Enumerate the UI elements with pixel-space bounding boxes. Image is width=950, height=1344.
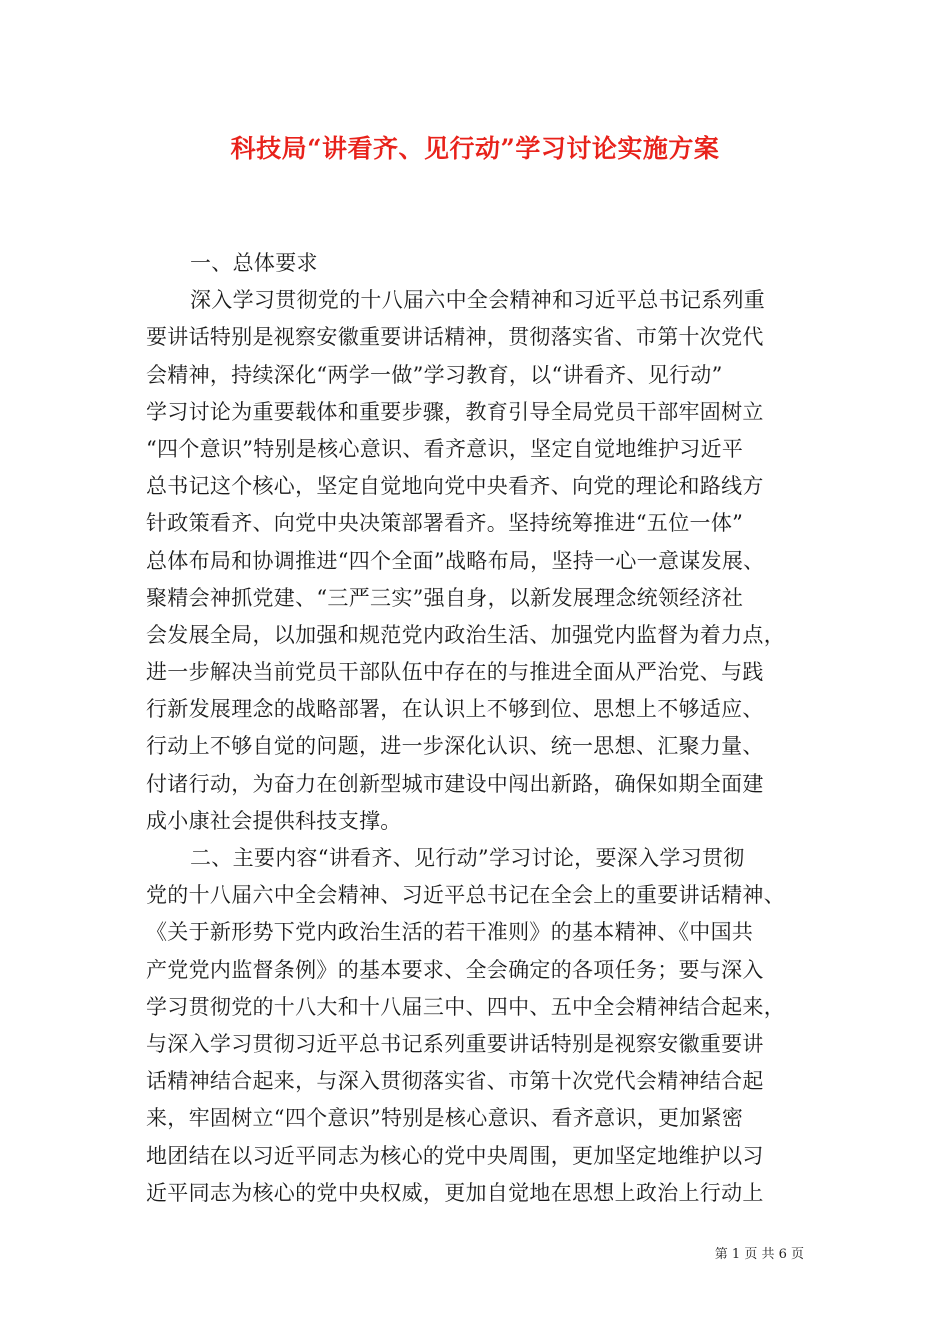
text-line: 总体布局和协调推进“四个全面”战略布局，坚持一心一意谋发展、 [146,548,765,573]
text-line: 行新发展理念的战略部署，在认识上不够到位、思想上不够适应、 [146,697,764,722]
text-line: 一、总体要求 [190,251,318,275]
text-line: 总书记这个核心，坚定自觉地向党中央看齐、向党的理论和路线方 [146,474,764,499]
text-line: 与深入学习贯彻习近平总书记系列重要讲话特别是视察安徽重要讲 [146,1031,764,1056]
text-line: “四个意识”特别是核心意识、看齐意识，坚定自觉地维护习近平 [146,436,744,461]
document-title: 科技局“讲看齐、见行动”学习讨论实施方案 [230,134,720,163]
text-line: 深入学习贯彻党的十八届六中全会精神和习近平总书记系列重 [190,288,766,313]
text-line: 学习贯彻党的十八大和十八届三中、四中、五中全会精神结合起来， [146,994,785,1019]
text-line: 二、主要内容“讲看齐、见行动”学习讨论，要深入学习贯彻 [190,846,745,870]
text-line: 地团结在以习近平同志为核心的党中央周围，更加坚定地维护以习 [146,1143,764,1168]
text-line: 会发展全局，以加强和规范党内政治生活、加强党内监督为着力点， [146,622,785,647]
text-line: 行动上不够自觉的问题，进一步深化认识、统一思想、汇聚力量、 [146,734,764,759]
text-line: 产党党内监督条例》的基本要求、全会确定的各项任务；要与深入 [146,957,764,982]
text-line: 会精神，持续深化“两学一做”学习教育，以“讲看齐、见行动” [146,362,723,387]
text-line: 《关于新形势下党内政治生活的若干准则》的基本精神、《中国共 [146,920,754,945]
text-line: 来，牢固树立“四个意识”特别是核心意识、看齐意识，更加紧密 [146,1106,744,1131]
text-line: 付诸行动，为奋力在创新型城市建设中闯出新路，确保如期全面建 [146,771,764,796]
text-line: 话精神结合起来，与深入贯彻落实省、市第十次党代会精神结合起 [146,1069,764,1094]
text-line: 近平同志为核心的党中央权威，更加自觉地在思想上政治上行动上 [146,1180,764,1205]
text-line: 针政策看齐、向党中央决策部署看齐。坚持统筹推进“五位一体” [146,511,744,536]
page-footer: 第 1 页 共 6 页 [714,1247,804,1262]
text-line: 学习讨论为重要载体和重要步骤，教育引导全局党员干部牢固树立 [146,399,764,424]
document-body [146,245,806,1212]
text-line: 进一步解决当前党员干部队伍中存在的与推进全面从严治党、与践 [146,660,764,685]
text-line: 党的十八届六中全会精神、习近平总书记在全会上的重要讲话精神、 [146,883,785,908]
text-line: 成小康社会提供科技支撑。 [146,808,402,833]
text-line: 聚精会神抓党建、“三严三实”强自身，以新发展理念统领经济社 [146,585,744,610]
text-line: 要讲话特别是视察安徽重要讲话精神，贯彻落实省、市第十次党代 [146,325,764,350]
